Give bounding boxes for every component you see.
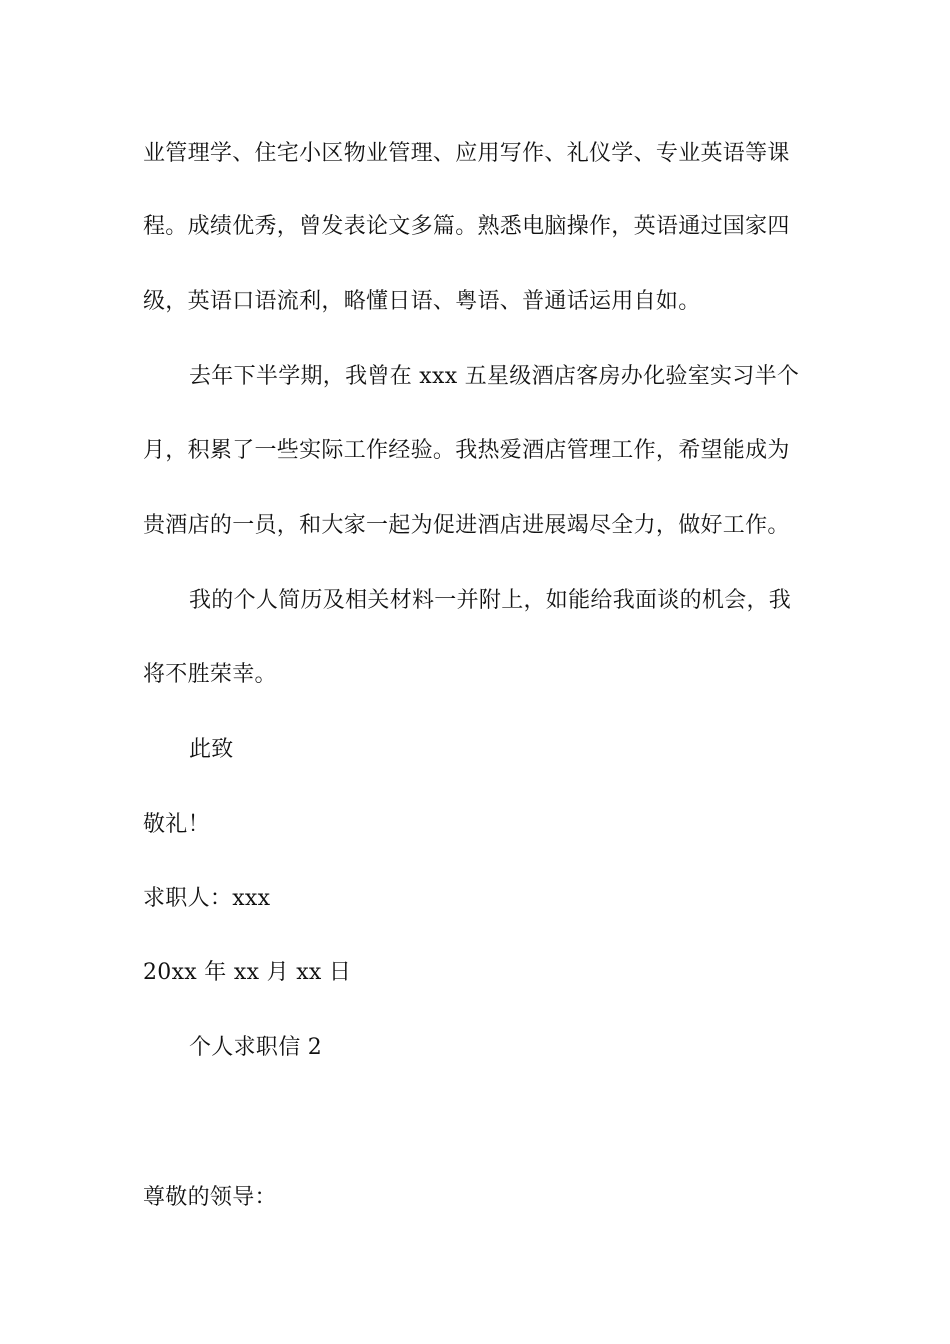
paragraph-2-line-1: 去年下半学期，我曾在 xxx 五星级酒店客房办化验室实习半个	[189, 364, 800, 389]
closing-jingli: 敬礼！	[143, 812, 210, 837]
closing-cizhi: 此致	[189, 737, 234, 762]
paragraph-2-line-3: 贵酒店的一员，和大家一起为促进酒店进展竭尽全力，做好工作。	[143, 513, 790, 538]
paragraph-3-line-2: 将不胜荣幸。	[143, 662, 277, 687]
next-letter-title: 个人求职信 2	[189, 1035, 323, 1060]
paragraph-2-line-2: 月，积累了一些实际工作经验。我热爱酒店管理工作，希望能成为	[143, 438, 790, 463]
paragraph-3-line-1: 我的个人简历及相关材料一并附上，如能给我面谈的机会，我	[189, 588, 792, 613]
salutation: 尊敬的领导：	[143, 1185, 277, 1210]
applicant-signature: 求职人：xxx	[143, 886, 271, 911]
letter-date: 20xx 年 xx 月 xx 日	[143, 960, 352, 985]
paragraph-1-line-3: 级，英语口语流利，略懂日语、粤语、普通话运用自如。	[143, 289, 701, 314]
paragraph-1-line-2: 程。成绩优秀，曾发表论文多篇。熟悉电脑操作，英语通过国家四	[143, 214, 790, 239]
paragraph-1-line-1: 业管理学、住宅小区物业管理、应用写作、礼仪学、专业英语等课	[143, 141, 790, 166]
